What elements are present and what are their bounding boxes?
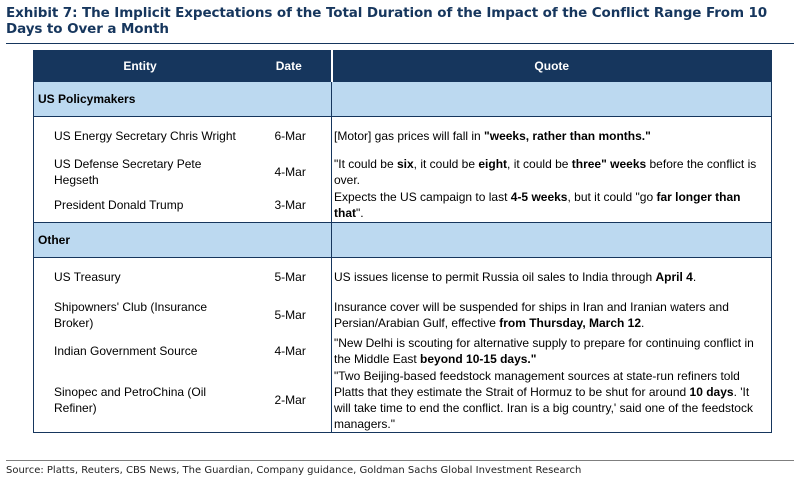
entity-cell: US Energy Secretary Chris Wright bbox=[54, 128, 236, 143]
entity-cell: Indian Government Source bbox=[54, 343, 198, 358]
quote-text: , it could be bbox=[413, 156, 479, 171]
source-note: Source: Platts, Reuters, CBS News, The Guardian, Company guidance, Goldman Sachs Global Investment Research bbox=[6, 465, 582, 476]
quote-cell bbox=[332, 296, 772, 334]
section-quote-cell bbox=[332, 223, 772, 258]
quote-text: , but it could "go bbox=[567, 190, 657, 205]
table-row bbox=[34, 155, 772, 189]
quote-emphasis: 10 days bbox=[689, 384, 734, 399]
quote-emphasis: "weeks, rather than months." bbox=[484, 128, 651, 143]
table-row bbox=[34, 189, 772, 223]
quote-text: ". bbox=[356, 206, 364, 221]
section-row bbox=[34, 82, 772, 117]
entity-cell: Sinopec and PetroChina (Oil Refiner) bbox=[34, 368, 247, 433]
date-cell: 5-Mar bbox=[274, 269, 306, 284]
entity-cell: US Treasury bbox=[54, 269, 121, 284]
table-row bbox=[34, 117, 772, 155]
header-date: Date bbox=[247, 51, 332, 82]
quote-cell bbox=[332, 155, 772, 189]
exhibit-title: Exhibit 7: The Implicit Expectations of the Total Duration of the Impact of the Conflict Range From 10 Days to Over a Month bbox=[6, 5, 768, 37]
quote-cell bbox=[332, 368, 772, 433]
date-cell: 4-Mar bbox=[274, 343, 306, 358]
quotes-table bbox=[33, 50, 772, 433]
table-row bbox=[34, 296, 772, 334]
date-cell: 5-Mar bbox=[274, 307, 306, 322]
quote-cell bbox=[332, 117, 772, 155]
date-cell: 3-Mar bbox=[274, 198, 306, 213]
quote-emphasis: three" weeks bbox=[571, 156, 647, 171]
entity-cell: US Defense Secretary Pete Hegseth bbox=[54, 156, 202, 187]
quote-cell bbox=[332, 189, 772, 223]
quote-emphasis: far longer than that bbox=[334, 190, 741, 221]
quote-text: US issues license to permit Russia oil sales to India through bbox=[334, 269, 656, 284]
quote-emphasis: beyond 10-15 days." bbox=[420, 351, 537, 366]
quote-text: "Two Beijing-based feedstock management sources at state-run refiners told Platts that they estimate the Strait of Hormuz to be shut for around bbox=[334, 368, 740, 399]
quote-emphasis: eight bbox=[478, 156, 508, 171]
section-name: US Policymakers bbox=[34, 82, 332, 117]
header-entity: Entity bbox=[34, 51, 247, 82]
title-divider bbox=[6, 43, 794, 44]
quote-text: before the conflict is over. bbox=[334, 156, 757, 187]
entity-cell: Shipowners' Club (Insurance Broker) bbox=[54, 299, 208, 330]
date-cell: 2-Mar bbox=[247, 368, 332, 433]
table-header-row bbox=[34, 51, 772, 82]
table-row bbox=[34, 368, 772, 433]
table-body bbox=[34, 82, 772, 433]
quote-text: Expects the US campaign to last bbox=[334, 190, 511, 205]
table-row bbox=[34, 258, 772, 296]
section-quote-cell bbox=[332, 82, 772, 117]
table-row bbox=[34, 334, 772, 368]
quote-emphasis: from Thursday, March 12 bbox=[499, 315, 642, 330]
source-divider bbox=[6, 460, 794, 461]
quote-text: . bbox=[641, 315, 645, 330]
header-quote: Quote bbox=[332, 51, 772, 82]
quote-emphasis: six bbox=[396, 156, 414, 171]
quote-text: . 'It will take time to end the conflict. Iran is a big country,' said one of the feedstock managers." bbox=[334, 384, 753, 431]
quote-text: . bbox=[692, 269, 697, 284]
quote-text: "New Delhi is scouting for alternative supply to prepare for continuing conflict in the Middle East bbox=[334, 335, 754, 366]
date-cell: 4-Mar bbox=[274, 164, 306, 179]
quote-emphasis: 4-5 weeks bbox=[510, 190, 568, 205]
quote-cell bbox=[332, 334, 772, 368]
quote-text: , it could be bbox=[507, 156, 572, 171]
quote-text: [Motor] gas prices will fall in bbox=[334, 128, 485, 143]
entity-cell: President Donald Trump bbox=[54, 198, 184, 213]
quote-cell bbox=[332, 258, 772, 296]
date-cell: 6-Mar bbox=[274, 128, 306, 143]
section-name: Other bbox=[34, 223, 332, 258]
section-row bbox=[34, 223, 772, 258]
quote-text: "It could be bbox=[334, 156, 397, 171]
quote-text: Insurance cover will be suspended for ships in Iran and Iranian waters and Persian/Arabian Gulf, effective bbox=[334, 299, 729, 330]
quote-emphasis: April 4 bbox=[655, 269, 693, 284]
